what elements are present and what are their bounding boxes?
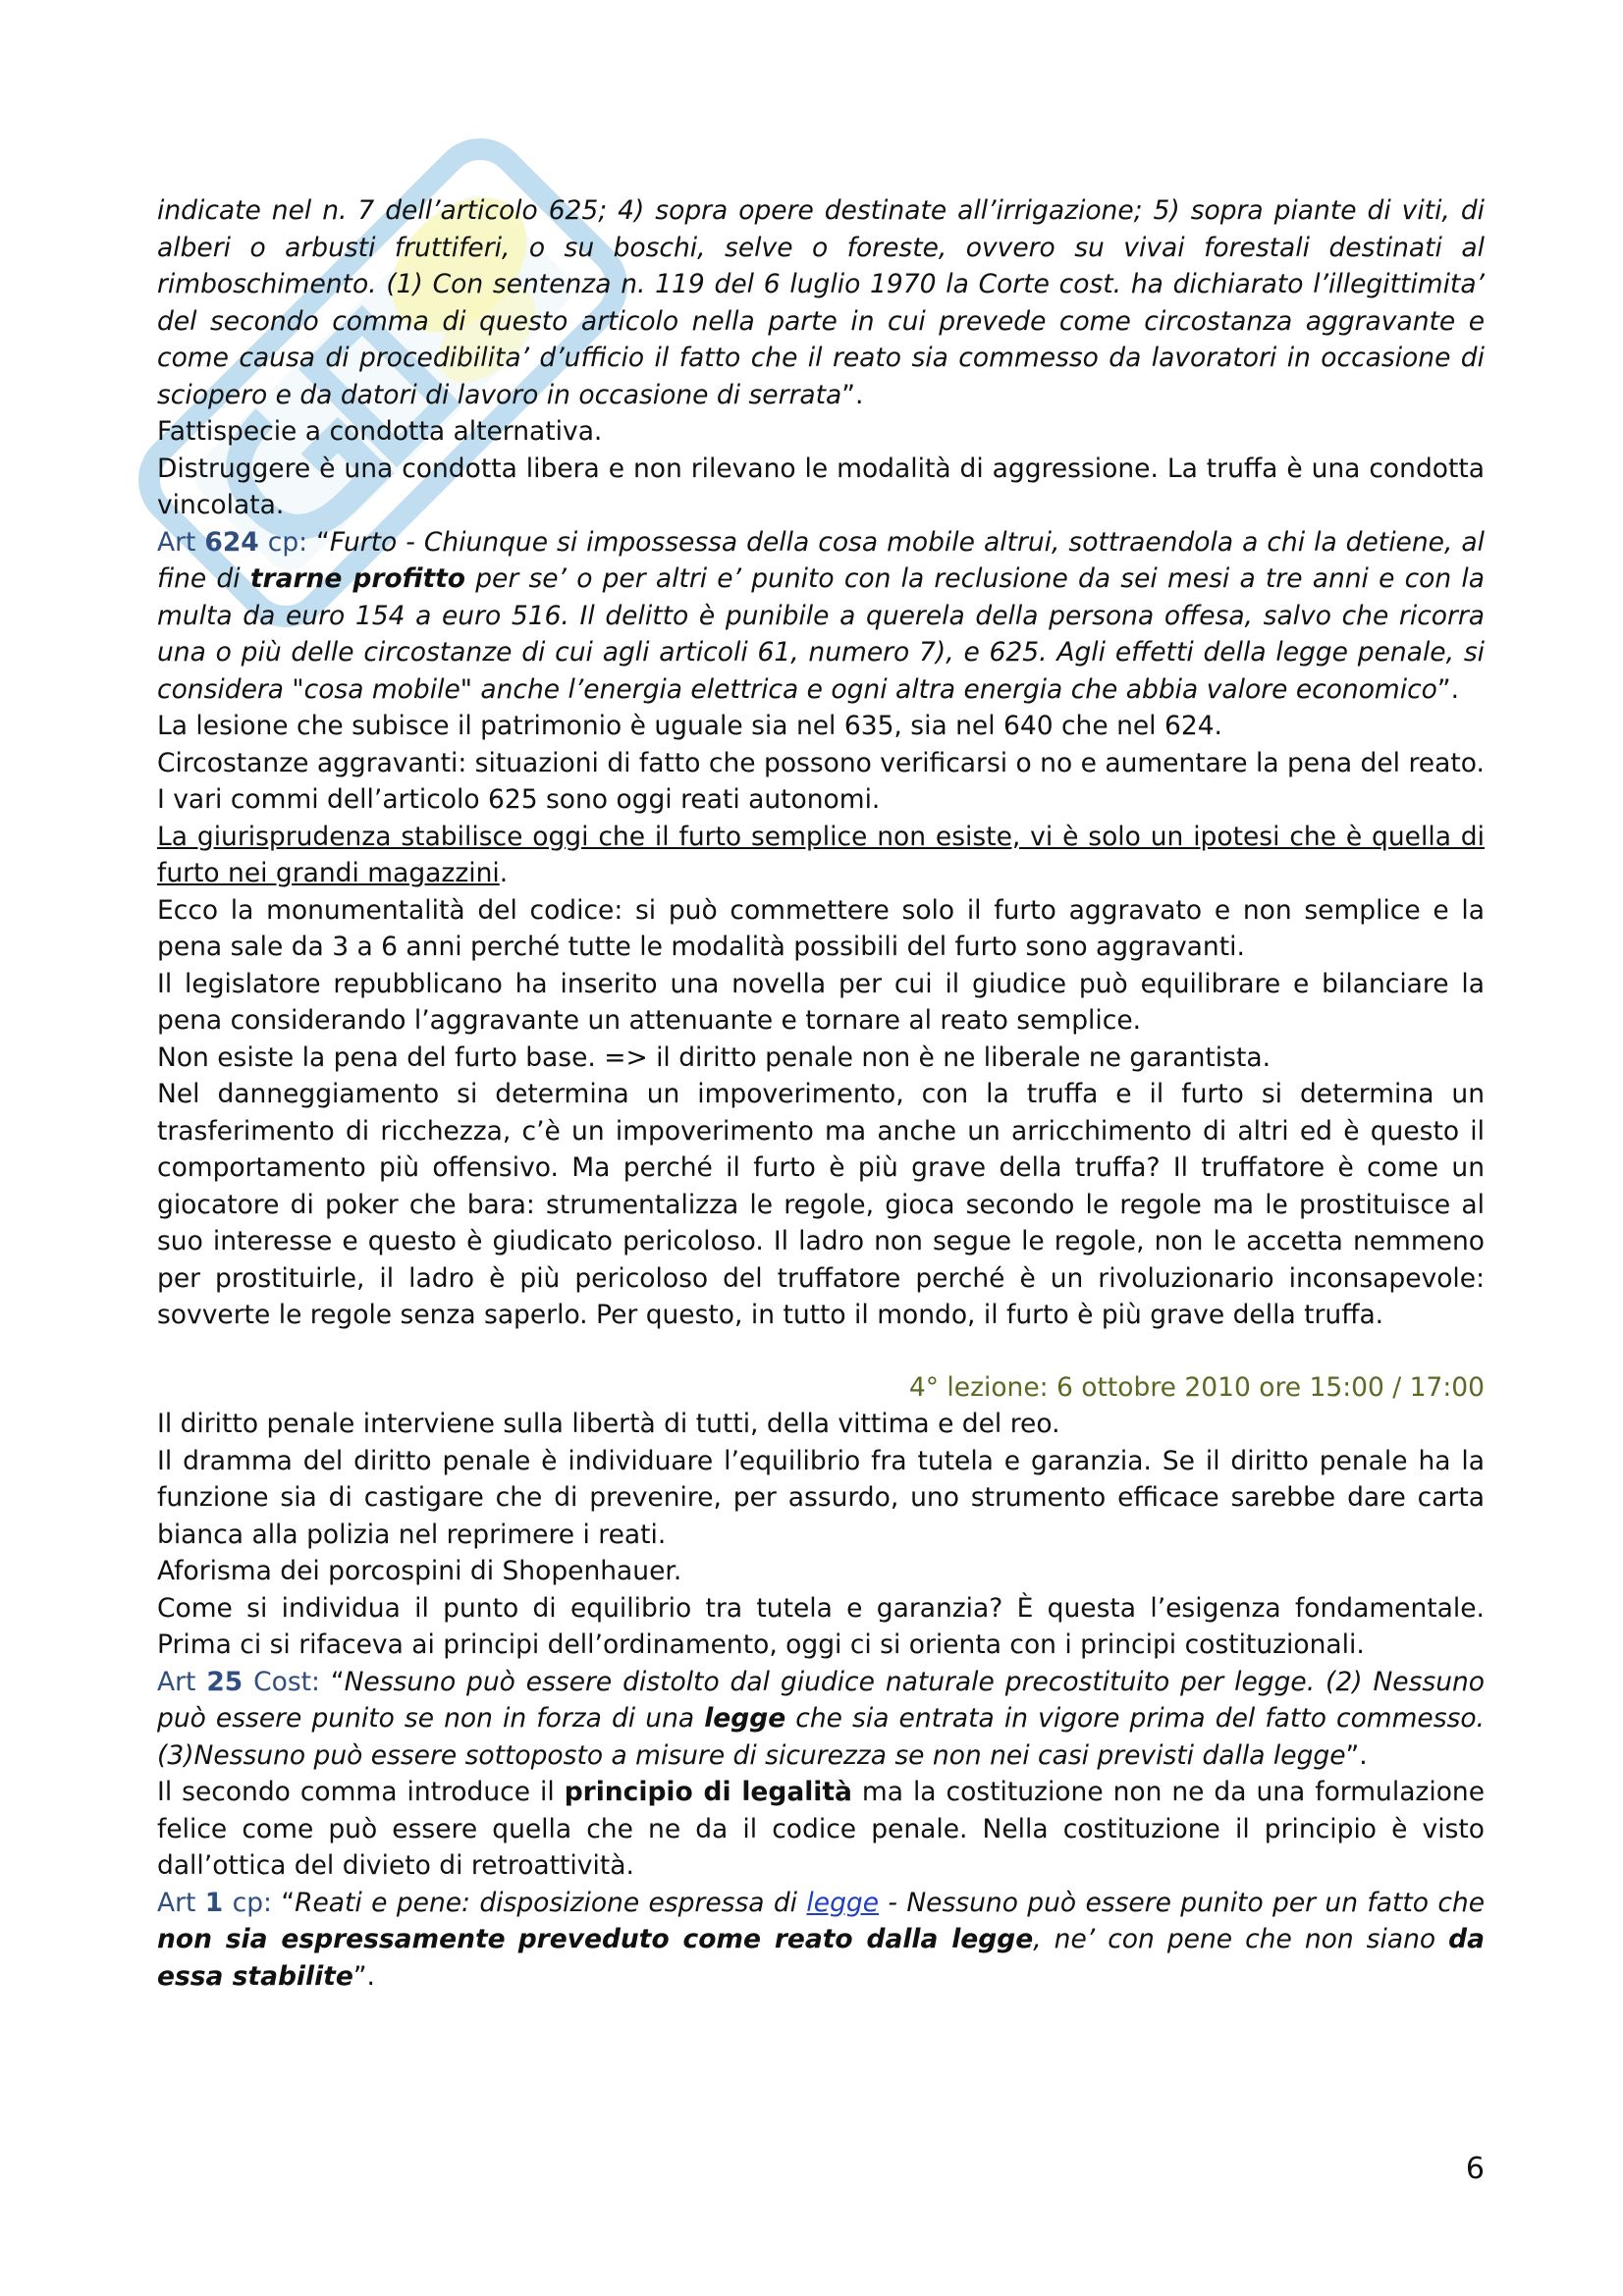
- paragraph: Circostanze aggravanti: situazioni di fatto che possono verificarsi o no e aumentare la pena del reato.: [157, 747, 1485, 778]
- paragraph: Il diritto penale interviene sulla libertà di tutti, della vittima e del reo.: [157, 1409, 1060, 1439]
- legge-link[interactable]: legge: [806, 1887, 880, 1918]
- paragraph: Nel danneggiamento si determina un impoverimento, con la truffa e il furto si determina un trasferimento di ricchezza, c’è un impoverimento ma anche un arricchimento di altri ed è questo il comportamento più offensivo. Ma perché il furto è più grave della truffa? Il truffatore è come un giocatore di poker che bara: strumentalizza le regole, gioca secondo le regole ma le prostituisce al suo interesse e questo è giudicato pericoloso. Il ladro non segue le regole, non le accetta nemmeno per prostituirle, il ladro è più pericoloso del truffatore perché è un rivoluzionario inconsapevole: sovverte le regole senza saperlo. Per questo, in tutto il mondo, il furto è più grave della truffa.: [157, 1079, 1485, 1330]
- document-body: [157, 192, 1485, 1995]
- paragraph: Distruggere è una condotta libera e non rilevano le modalità di aggressione. La truffa è una condotta vincolata.: [157, 453, 1485, 520]
- paragraph: La lesione che subisce il patrimonio è uguale sia nel 635, sia nel 640 che nel 624.: [157, 711, 1222, 741]
- paragraph: Fattispecie a condotta alternativa.: [157, 416, 603, 447]
- article-1-quote: Art 1 cp: “Reati e pene: disposizione espressa di legge - Nessuno può essere punito per un fatto che non sia espressamente preveduto come reato dalla legge, ne’ con pene che non siano da essa stabilite”.: [157, 1887, 1485, 1992]
- paragraph: Il secondo comma introduce il principio di legalità ma la costituzione non ne da una formulazione felice come può essere quella che ne da il codice penale. Nella costituzione il principio è visto dall’ottica del divieto di retroattività.: [157, 1777, 1486, 1881]
- page-number: 6: [1465, 2152, 1485, 2186]
- paragraph: Aforisma dei porcospini di Shopenhauer.: [157, 1556, 682, 1586]
- lesson-heading: 4° lezione: 6 ottobre 2010 ore 15:00 / 17:00: [908, 1371, 1485, 1403]
- paragraph: Come si individua il punto di equilibrio tra tutela e garanzia? È questa l’esigenza fondamentale. Prima ci si rifaceva ai principi dell’ordinamento, oggi ci si orienta con i principi costituzionali.: [157, 1592, 1485, 1660]
- paragraph-underlined: La giurisprudenza stabilisce oggi che il furto semplice non esiste, vi è solo un ipotesi che è quella di furto nei grandi magazzini.: [157, 821, 1485, 888]
- paragraph: Non esiste la pena del furto base. => il diritto penale non è ne liberale ne garantista.: [157, 1041, 1271, 1073]
- paragraph: Il legislatore repubblicano ha inserito una novella per cui il giudice può equilibrare e bilanciare la pena considerando l’aggravante un attenuante e tornare al reato semplice.: [157, 968, 1485, 1036]
- article-624-quote: Art 624 cp: “Furto - Chiunque si impossessa della cosa mobile altrui, sottraendola a chi la detiene, al fine di trarne profitto per se’ o per altri e’ punito con la reclusione da sei mesi a tre anni e con la multa da euro 154 a euro 516. Il delitto è punibile a querela della persona offesa, salvo che ricorra una o più delle circostanze di cui agli articoli 61, numero 7), e 625. Agli effetti della legge penale, si considera "cosa mobile" anche l’energia elettrica e ogni altra energia che abbia valore economico”.: [157, 526, 1486, 705]
- paragraph: I vari commi dell’articolo 625 sono oggi reati autonomi.: [157, 784, 881, 815]
- paragraph: Il dramma del diritto penale è individuare l’equilibrio fra tutela e garanzia. Se il diritto penale ha la funzione sia di castigare che di prevenire, per assurdo, uno strumento efficace sarebbe dare carta bianca alla polizia nel reprimere i reati.: [157, 1445, 1485, 1550]
- quote-continuation: indicate nel n. 7 dell’articolo 625; 4) sopra opere destinate all’irrigazione; 5) sopra piante di viti, di alberi o arbusti fruttiferi, o su boschi, selve o foreste, ovvero su vivai forestali destinati al rimboschimento. (1) Con sentenza n. 119 del 6 luglio 1970 la Corte cost. ha dichiarato l’illegittimita’ del secondo comma di questo articolo nella parte in cui prevede come circostanza aggravante e come causa di procedibilita’ d’ufficio il fatto che il reato sia commesso da lavoratori in occasione di sciopero e da datori di lavoro in occasione di serrata”.: [157, 195, 1485, 410]
- paragraph: Ecco la monumentalità del codice: si può commettere solo il furto aggravato e non semplice e la pena sale da 3 a 6 anni perché tutte le modalità possibili del furto sono aggravanti.: [157, 894, 1485, 962]
- article-25-quote: Art 25 Cost: “Nessuno può essere distolto dal giudice naturale precostituito per legge. (2) Nessuno può essere punito se non in forza di una legge che sia entrata in vigore prima del fatto commesso. (3)Nessuno può essere sottoposto a misure di sicurezza se non nei casi previsti dalla legge”.: [157, 1666, 1485, 1771]
